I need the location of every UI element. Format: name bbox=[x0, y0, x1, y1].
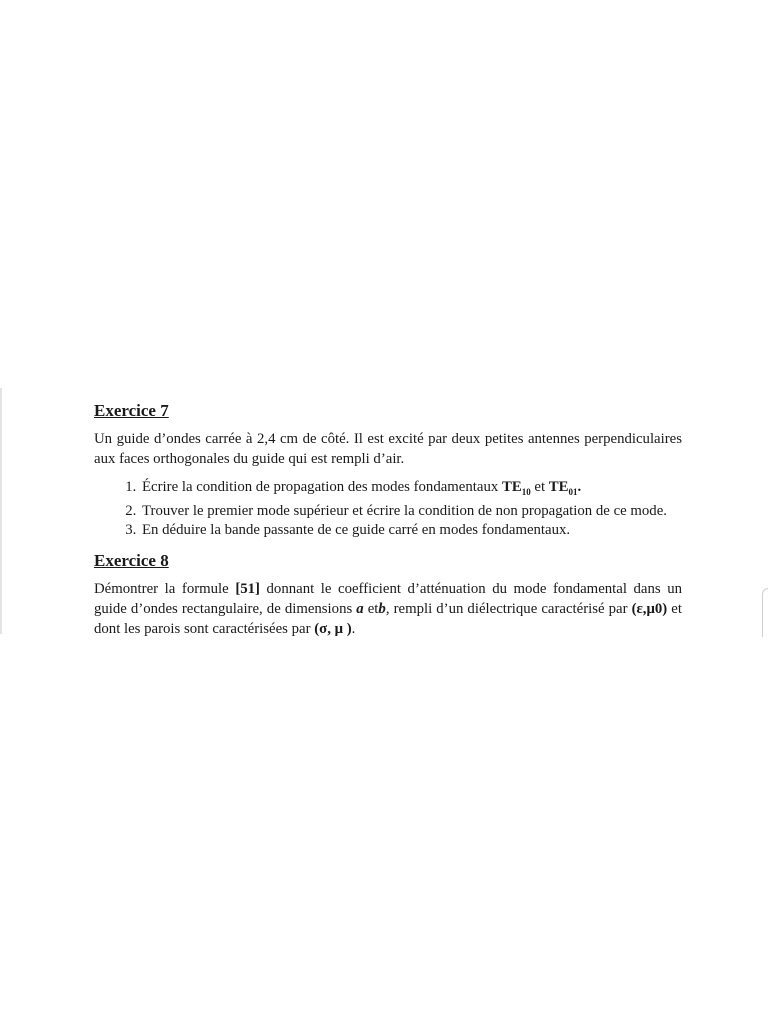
exercise-8-text-4: , rempli d’un diélectrique caractérisé par bbox=[385, 600, 632, 617]
page-edge-corner-right bbox=[762, 588, 768, 637]
question-1-text: Écrire la condition de propagation des modes fondamentaux bbox=[142, 479, 502, 495]
exercise-8-text-2: donnant le coefficient d’atténuation du mode fondamental dans un guide d’ondes rectangulaire, de dimensions bbox=[94, 580, 682, 617]
formula-reference: [51] bbox=[235, 580, 260, 597]
mode-te01-sub: 01 bbox=[568, 486, 578, 497]
dielectric-parameters: (ε,μ0) bbox=[631, 600, 668, 617]
exercise-8-text-3: et bbox=[363, 600, 379, 617]
wall-parameters: (σ, μ ) bbox=[314, 620, 352, 637]
mode-te10 bbox=[502, 479, 531, 495]
dimension-a: a bbox=[356, 600, 364, 617]
document-content bbox=[94, 398, 682, 639]
exercise-7-questions bbox=[94, 478, 682, 540]
page-edge-shadow-left bbox=[0, 388, 2, 634]
exercise-8-text-6: . bbox=[351, 620, 356, 637]
mode-te10-sub: 10 bbox=[521, 486, 531, 497]
exercise-7-intro: Un guide d’ondes carrée à 2,4 cm de côté. Il est excité par deux petites antennes perpendiculaires aux faces orthogonales du guide qui est rempli d’air. bbox=[94, 431, 682, 467]
question-1-connector: et bbox=[530, 479, 549, 495]
question-2: 2. Trouver le premier mode supérieur et écrire la condition de non propagation de ce mode. bbox=[140, 502, 682, 521]
exercise-8-text-1: Démontrer la formule bbox=[94, 580, 236, 597]
question-3: 3. En déduire la bande passante de ce guide carré en modes fondamentaux. bbox=[140, 521, 682, 540]
exercise-8-title: Exercice 8 bbox=[94, 550, 169, 570]
mode-te10-base: TE bbox=[501, 479, 522, 495]
dimension-b: b bbox=[378, 600, 386, 617]
exercise-8-text-5: et dont les parois sont caractérisées par bbox=[94, 600, 682, 637]
mode-te01-base: TE bbox=[548, 479, 569, 495]
exercise-7-title: Exercice 7 bbox=[94, 401, 169, 420]
question-1 bbox=[140, 478, 682, 502]
mode-te01: $TE_{01}$. bbox=[548, 479, 582, 497]
exercise-8-statement bbox=[94, 579, 682, 639]
